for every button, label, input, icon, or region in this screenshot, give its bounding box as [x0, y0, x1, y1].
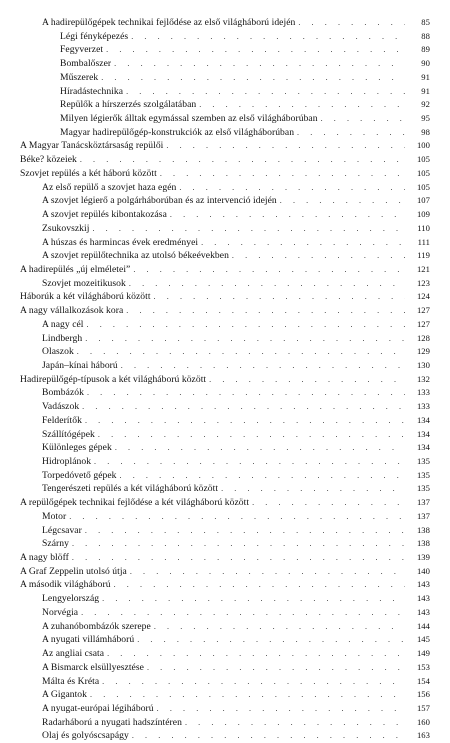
dot-leader: [85, 332, 405, 346]
dot-leader: [101, 71, 405, 85]
toc-entry: [20, 702, 430, 716]
dot-leader: [115, 441, 405, 455]
toc-entry-title: Háborúk a két világháború között: [20, 291, 151, 303]
toc-entry-title: Híradástechnika: [60, 85, 124, 97]
toc-entry-title: A nyugat-európai légiháború: [42, 702, 154, 714]
toc-entry-page-number: 91: [421, 85, 430, 96]
toc-entry: [20, 194, 430, 208]
toc-entry: [20, 71, 430, 85]
toc-entry-title: Repülők a hírszerzés szolgálatában: [60, 99, 197, 111]
dot-leader: [102, 592, 405, 606]
dot-leader: [82, 400, 405, 414]
dot-leader: [160, 167, 405, 181]
dot-leader: [179, 181, 405, 195]
toc-entry-page-number: 163: [416, 730, 430, 741]
toc-entry-title: Különleges gépek: [42, 442, 112, 454]
toc-entry: [20, 112, 430, 126]
toc-entry-title: Hadirepülőgép-típusok a két világháború között: [20, 373, 207, 385]
toc-entry-page-number: 123: [416, 277, 430, 288]
toc-entry-title: Motor: [42, 510, 67, 522]
toc-entry-page-number: 129: [416, 346, 430, 357]
dot-leader: [85, 414, 405, 428]
dot-leader: [147, 661, 405, 675]
toc-entry: [20, 606, 430, 620]
toc-entry-page-number: 107: [416, 195, 430, 206]
toc-entry-page-number: 127: [416, 305, 430, 316]
dot-leader: [170, 208, 405, 222]
toc-entry-title: A nagy blöff: [20, 552, 69, 564]
dot-leader: [280, 194, 405, 208]
toc-entry-title: Szovjet mozeitikusok: [42, 277, 126, 289]
toc-entry-page-number: 95: [421, 113, 430, 124]
toc-entry-title: Milyen légierők álltak egymással szemben az első világháborúban: [60, 113, 318, 125]
toc-entry-title: Műszerek: [60, 71, 99, 83]
toc-entry: [20, 43, 430, 57]
toc-entry-title: Lengyelország: [42, 593, 100, 605]
toc-entry-page-number: 156: [416, 689, 430, 700]
dot-leader: [120, 469, 405, 483]
dot-leader: [154, 620, 405, 634]
toc-entry-page-number: 105: [416, 181, 430, 192]
toc-entry: [20, 277, 430, 291]
toc-entry-page-number: 91: [421, 71, 430, 82]
toc-entry-title: Az első repülő a szovjet haza egén: [42, 181, 177, 193]
toc-entry: [20, 126, 430, 140]
toc-entry-page-number: 132: [416, 373, 430, 384]
toc-entry: [20, 373, 430, 387]
toc-entry-page-number: 145: [416, 634, 430, 645]
toc-entry-page-number: 139: [416, 552, 430, 563]
toc-entry: [20, 633, 430, 647]
toc-entry: [20, 482, 430, 496]
toc-entry-page-number: 85: [421, 17, 430, 27]
dot-leader: [201, 236, 405, 250]
toc-entry-title: Béke? közeiek: [20, 154, 77, 166]
toc-entry-page-number: 124: [416, 291, 430, 302]
toc-entry: [20, 181, 430, 195]
toc-entry: [20, 249, 430, 263]
toc-entry-page-number: 137: [416, 510, 430, 521]
toc-entry: [20, 208, 430, 222]
dot-leader: [114, 57, 405, 71]
toc-entry: [20, 222, 430, 236]
dot-leader: [87, 386, 405, 400]
toc-entry-title: A nagy vállalkozások kora: [20, 305, 124, 317]
toc-entry-title: Légcsavar: [42, 524, 82, 536]
toc-entry: [20, 537, 430, 551]
toc-entry: [20, 153, 430, 167]
dot-leader: [133, 263, 405, 277]
dot-leader: [90, 688, 405, 702]
dot-leader: [157, 702, 405, 716]
dot-leader: [69, 510, 405, 524]
dot-leader: [126, 304, 405, 318]
toc-entry-page-number: 138: [416, 524, 430, 535]
toc-entry: [20, 675, 430, 689]
dot-leader: [209, 373, 405, 387]
toc-entry-page-number: 119: [417, 250, 430, 261]
toc-entry-page-number: 90: [421, 58, 430, 69]
toc-entry-title: A nyugati villámháború: [42, 634, 135, 646]
toc-entry: [20, 688, 430, 702]
toc-entry-title: Hidroplánok: [42, 456, 92, 467]
toc-entry-title: Málta és Kréta: [42, 675, 100, 687]
toc-entry-page-number: 88: [421, 30, 430, 41]
dot-leader: [132, 729, 405, 743]
toc-entry: [20, 318, 430, 332]
dot-leader: [199, 98, 405, 112]
toc-entry: [20, 592, 430, 606]
toc-entry-title: Bombalőszer: [60, 58, 112, 70]
dot-leader: [72, 551, 405, 565]
toc-entry-page-number: 105: [416, 154, 430, 165]
toc-entry-page-number: 121: [416, 263, 430, 274]
dot-leader: [80, 153, 405, 167]
toc-entry-page-number: 92: [421, 99, 430, 110]
toc-entry: [20, 98, 430, 112]
toc-entry: [20, 620, 430, 634]
toc-entry: [20, 359, 430, 373]
toc-entry-page-number: 109: [416, 209, 430, 220]
toc-entry-page-number: 143: [416, 579, 430, 590]
toc-entry-page-number: 89: [421, 44, 430, 55]
toc-entry: [20, 414, 430, 428]
toc-entry: [20, 290, 430, 304]
toc-entry: [20, 455, 430, 469]
toc-entry-title: Lindbergh: [42, 332, 83, 344]
toc-entry: [20, 386, 430, 400]
toc-entry: [20, 16, 430, 30]
toc-entry: [20, 30, 430, 44]
toc-entry-page-number: 105: [416, 167, 430, 178]
dot-leader: [87, 318, 405, 332]
toc-entry-title: Tengerészeti repülés a két világháború között: [42, 483, 219, 495]
dot-leader: [121, 359, 405, 373]
dot-leader: [126, 85, 405, 99]
toc-entry-page-number: 134: [416, 414, 430, 425]
toc-entry-page-number: 143: [416, 593, 430, 604]
toc-entry-title: Szállítógépek: [42, 428, 95, 440]
toc-entry-title: A Gigantok: [42, 689, 88, 701]
dot-leader: [252, 496, 405, 510]
dot-leader: [298, 16, 405, 30]
toc-entry-title: Az angliai csata: [42, 648, 105, 660]
toc-entry-page-number: 153: [416, 661, 430, 672]
dot-leader: [166, 139, 405, 153]
toc-entry-title: Zsukovszkij: [42, 222, 90, 234]
toc-entry-title: A zuhanóbombázók szerepe: [42, 620, 151, 632]
toc-entry-page-number: 100: [416, 140, 430, 151]
toc-entry-page-number: 127: [416, 318, 430, 329]
dot-leader: [130, 565, 405, 579]
dot-leader: [102, 675, 405, 689]
toc-entry-title: Szárny: [42, 538, 69, 550]
toc-entry-page-number: 133: [416, 387, 430, 398]
toc-entry: [20, 345, 430, 359]
dot-leader: [72, 537, 405, 551]
table-of-contents: [20, 16, 430, 743]
toc-entry: [20, 647, 430, 661]
dot-leader: [114, 578, 405, 592]
toc-entry: [20, 441, 430, 455]
toc-entry: [20, 524, 430, 538]
toc-entry-title: Radarháború a nyugati hadszíntéren: [42, 716, 182, 728]
toc-entry-page-number: 134: [416, 428, 430, 439]
dot-leader: [98, 428, 405, 442]
dot-leader: [106, 43, 405, 57]
toc-entry: [20, 263, 430, 277]
toc-entry: [20, 729, 430, 743]
toc-entry-page-number: 157: [416, 702, 430, 713]
dot-leader: [154, 290, 405, 304]
toc-entry-title: Bombázók: [42, 387, 84, 399]
dot-leader: [94, 455, 405, 469]
toc-entry-page-number: 110: [417, 222, 430, 233]
dot-leader: [129, 277, 405, 291]
dot-leader: [131, 30, 405, 44]
toc-entry-page-number: 135: [416, 469, 430, 480]
toc-entry: [20, 510, 430, 524]
dot-leader: [85, 524, 405, 538]
toc-entry-title: Fegyverzet: [60, 44, 104, 56]
toc-entry-page-number: 154: [416, 675, 430, 686]
toc-entry-title: Olaszok: [42, 346, 74, 358]
toc-entry-title: A Bismarck elsüllyesztése: [42, 661, 144, 673]
toc-entry: [20, 304, 430, 318]
toc-entry: [20, 469, 430, 483]
toc-entry: [20, 551, 430, 565]
toc-entry: [20, 167, 430, 181]
toc-entry-title: A Graf Zeppelin utolsó útja: [20, 565, 127, 577]
toc-entry: [20, 57, 430, 71]
toc-entry-title: A szovjet repülőtechnika az utolsó békeévekben: [42, 250, 229, 262]
toc-entry: [20, 332, 430, 346]
toc-entry-title: Vadászok: [42, 401, 80, 413]
toc-entry-page-number: 135: [416, 456, 430, 466]
toc-entry-page-number: 143: [416, 606, 430, 617]
dot-leader: [137, 633, 405, 647]
toc-entry-title: Szovjet repülés a két háború között: [20, 167, 157, 179]
dot-leader: [232, 249, 405, 263]
dot-leader: [92, 222, 405, 236]
toc-entry-title: Felderítők: [42, 414, 82, 426]
toc-entry-title: A második világháború: [20, 579, 111, 591]
toc-entry-title: A hadirepülőgépek technikai fejlődése az első világháború idején: [42, 17, 296, 28]
toc-entry-page-number: 130: [416, 359, 430, 370]
toc-entry: [20, 565, 430, 579]
toc-entry: [20, 428, 430, 442]
toc-entry-title: A Magyar Tanácsköztársaság repülői: [20, 140, 164, 152]
toc-entry: [20, 496, 430, 510]
dot-leader: [321, 112, 405, 126]
toc-entry-title: A hadirepülés „új elméletei”: [20, 263, 131, 275]
toc-entry-page-number: 135: [416, 483, 430, 494]
toc-entry-title: A húszas és harmincas évek eredményei: [42, 236, 199, 248]
toc-entry-page-number: 111: [417, 236, 430, 247]
toc-entry-title: Magyar hadirepülőgép-konstrukciók az első világháborúban: [60, 126, 295, 138]
toc-entry: [20, 661, 430, 675]
toc-entry: [20, 578, 430, 592]
dot-leader: [77, 345, 405, 359]
toc-entry-title: Norvégia: [42, 606, 79, 618]
toc-entry-title: Légi fényképezés: [60, 30, 129, 42]
toc-entry-title: A repülőgépek technikai fejlődése a két világháború között: [20, 497, 250, 509]
toc-entry-page-number: 160: [416, 716, 430, 727]
toc-entry: [20, 85, 430, 99]
toc-entry: [20, 139, 430, 153]
toc-entry-title: Olaj és golyóscsapágy: [42, 730, 129, 742]
dot-leader: [221, 482, 405, 496]
toc-entry-title: Japán–kínai háború: [42, 359, 118, 371]
toc-entry-page-number: 140: [416, 565, 430, 576]
toc-entry-page-number: 98: [421, 126, 430, 137]
toc-entry-page-number: 133: [416, 401, 430, 412]
toc-entry-page-number: 144: [416, 620, 430, 631]
toc-entry-page-number: 134: [416, 442, 430, 453]
toc-entry-title: A szovjet repülés kibontakozása: [42, 209, 167, 221]
toc-entry-title: A nagy cél: [42, 318, 84, 330]
toc-entry-title: A szovjet légierő a polgárháborúban és az intervenció idején: [42, 195, 277, 207]
dot-leader: [81, 606, 405, 620]
toc-entry-page-number: 137: [416, 497, 430, 508]
dot-leader: [107, 647, 405, 661]
toc-entry-page-number: 149: [416, 648, 430, 659]
dot-leader: [297, 126, 405, 140]
toc-entry-page-number: 138: [416, 538, 430, 549]
toc-entry: [20, 400, 430, 414]
toc-entry-title: Torpedóvető gépek: [42, 469, 117, 481]
toc-entry-page-number: 128: [416, 332, 430, 343]
toc-entry: [20, 236, 430, 250]
